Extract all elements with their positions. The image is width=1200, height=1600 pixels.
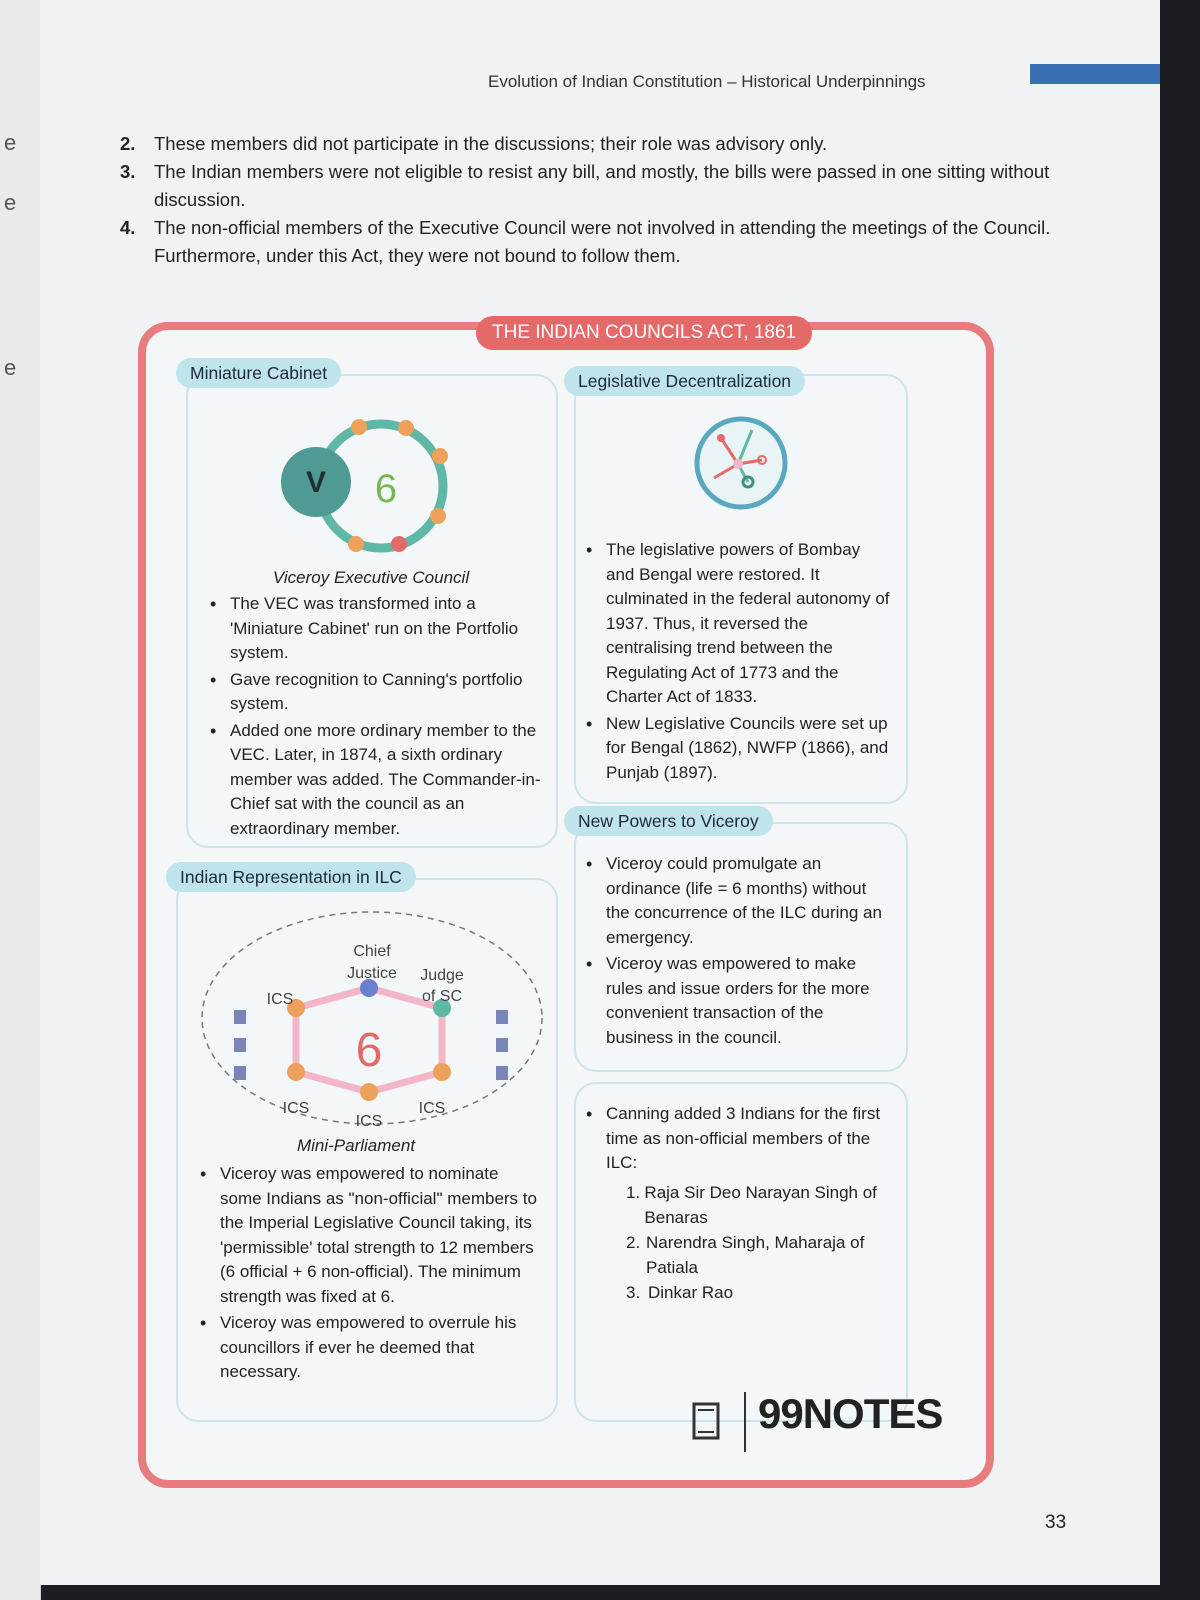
- member-count: 6: [374, 467, 398, 511]
- ics-label: ICS: [418, 1100, 446, 1117]
- item-text: Dinkar Rao: [648, 1283, 734, 1302]
- indian-representation-tag: Indian Representation in ILC: [166, 862, 416, 892]
- book-page: [40, 0, 1160, 1585]
- councils-act-infographic: [138, 322, 994, 1488]
- miniature-cabinet-tag: Miniature Cabinet: [176, 358, 341, 388]
- sc-label: of SC: [421, 988, 463, 1005]
- edge-letter: e: [4, 190, 17, 215]
- item-text: Narendra Singh, Maharaja of Patiala: [646, 1233, 865, 1277]
- list-item: • Viceroy was empowered to make rules and issue orders for the more convenient transaction of the business in the council.: [582, 952, 892, 1050]
- legislative-decentralization-tag: Legislative Decentralization: [564, 366, 805, 396]
- miniature-bullets: [206, 592, 541, 843]
- brand-logo: 99NOTES: [758, 1390, 943, 1437]
- item-number: 1.: [626, 1183, 641, 1202]
- indian-representation-bullets: [196, 1162, 541, 1387]
- header-accent-bar: [1030, 64, 1160, 84]
- list-item: [120, 214, 1060, 270]
- list-item: • Canning added 3 Indians for the first time as non-official members of the ILC:: [582, 1102, 892, 1176]
- item-number: 4.: [120, 217, 136, 238]
- brand-divider: [744, 1392, 746, 1452]
- ics-label: ICS: [355, 1113, 383, 1130]
- item-text: The Indian members were not eligible to resist any bill, and mostly, the bills were passed in one sitting without discussion.: [154, 161, 1050, 210]
- infographic-title: THE INDIAN COUNCILS ACT, 1861: [476, 316, 812, 350]
- list-item: [120, 130, 1060, 158]
- canning-members-list: [626, 1180, 896, 1305]
- list-item: [626, 1230, 896, 1280]
- item-number: 2.: [120, 133, 136, 154]
- edge-letter: e: [4, 355, 17, 380]
- judge-label: Judge: [420, 967, 464, 984]
- legislative-bullets: [582, 538, 892, 787]
- book-icon: [688, 1400, 728, 1444]
- viceroy-council-diagram: [256, 416, 476, 566]
- chief-label: Chief: [353, 943, 391, 960]
- ilc-count: 6: [355, 1024, 383, 1077]
- list-item: • New Legislative Councils were set up for Bengal (1862), NWFP (1866), and Punjab (1897).: [582, 712, 892, 786]
- item-text: Raja Sir Deo Narayan Singh of Benaras: [644, 1183, 877, 1227]
- mini-parliament-caption: Mini-Parliament: [296, 1136, 416, 1155]
- list-item: [120, 158, 1060, 214]
- list-item: • Added one more ordinary member to the VEC. Later, in 1874, a sixth ordinary member was added. The Commander-in-Chief sat with the council as an extraordinary member.: [206, 719, 541, 842]
- intro-list: [120, 130, 1060, 270]
- running-header: Evolution of Indian Constitution – Historical Underpinnings: [488, 72, 926, 91]
- list-item: [626, 1280, 896, 1305]
- list-item: • Viceroy was empowered to overrule his councillors if ever he deemed that necessary.: [196, 1311, 541, 1385]
- list-item: • The legislative powers of Bombay and Bengal were restored. It culminated in the federal autonomy of 1937. Thus, it reversed the centralising trend between the Regulating Act of 1773 and the Charter Act of 1833.: [582, 538, 892, 710]
- viceroy-letter: V: [305, 466, 327, 499]
- item-text: These members did not participate in the discussions; their role was advisory only.: [154, 133, 828, 154]
- list-item: • Viceroy could promulgate an ordinance (life = 6 months) without the concurrence of the ILC during an emergency.: [582, 852, 892, 950]
- decentralization-icon: [686, 416, 796, 511]
- list-item: • Viceroy was empowered to nominate some Indians as "non-official" members to the Imperial Legislative Council taking, its 'permissible' total strength to 12 members (6 official + 6 non-official). The minimum strength was fixed at 6.: [196, 1162, 541, 1309]
- item-number: 3.: [626, 1283, 641, 1302]
- page-number: 33: [1045, 1512, 1067, 1533]
- new-powers-bullets: [582, 852, 892, 1052]
- adjacent-page-edge: [0, 0, 41, 1600]
- new-powers-tag: New Powers to Viceroy: [564, 806, 773, 836]
- item-text: The non-official members of the Executive Council were not involved in attending the meetings of the Council. Furthermore, under this Act, they were not bound to follow them.: [154, 217, 1051, 266]
- justice-label: Justice: [347, 965, 397, 982]
- item-number: 3.: [120, 161, 136, 182]
- viceroy-council-caption: Viceroy Executive Council: [272, 568, 470, 587]
- canning-bullets: [582, 1102, 892, 1178]
- list-item: [626, 1180, 896, 1230]
- item-number: 2.: [626, 1233, 641, 1252]
- ics-label: ICS: [282, 1100, 310, 1117]
- list-item: • Gave recognition to Canning's portfolio system.: [206, 668, 541, 717]
- ics-label: ICS: [266, 991, 294, 1008]
- list-item: • The VEC was transformed into a 'Miniature Cabinet' run on the Portfolio system.: [206, 592, 541, 666]
- edge-letter: e: [4, 130, 17, 155]
- mini-parliament-diagram: [194, 900, 549, 1130]
